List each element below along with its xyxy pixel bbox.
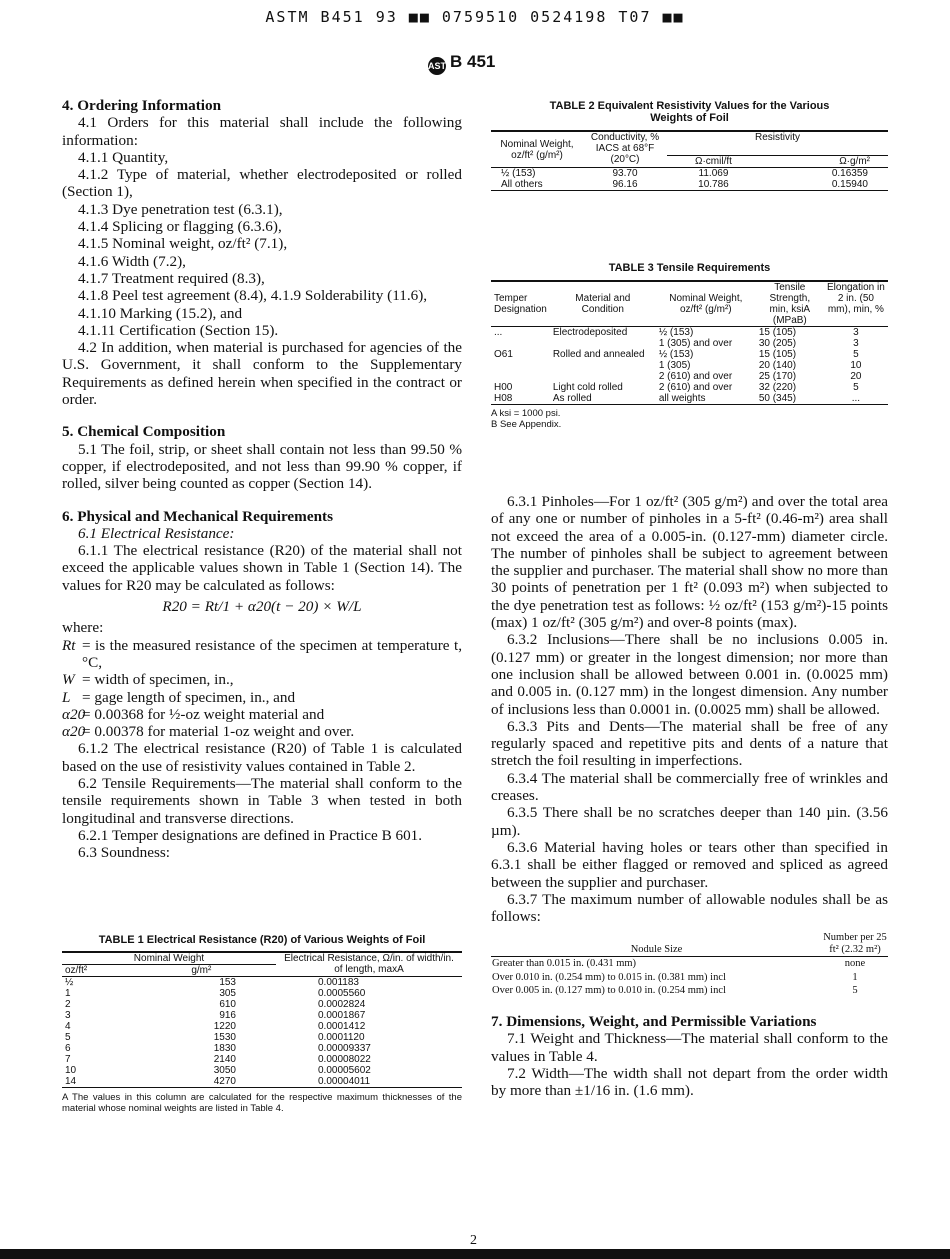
table-1-col-oz: oz/ft² [65, 965, 88, 976]
table-cell: 1830 [213, 1043, 236, 1054]
table-cell: 5 [852, 985, 858, 997]
para-4-1-2: 4.1.2 Type of material, whether electrodeposited or rolled (Section 1), [62, 166, 462, 201]
table-row [491, 957, 888, 971]
table-cell: 10.786 [698, 179, 729, 190]
para-4-1-8: 4.1.8 Peel test agreement (8.4), 4.1.9 Solderability (11.6), [78, 287, 428, 305]
astm-logo-icon: ASTM [428, 57, 446, 75]
table-cell: Electrodeposited [552, 327, 628, 338]
para-6-2-1: 6.2.1 Temper designations are defined in Practice B 601. [78, 826, 423, 844]
table-1-block [62, 934, 462, 1114]
para-6-3: 6.3 Soundness: [78, 844, 170, 862]
table-cell: 1530 [213, 1032, 236, 1043]
nodule-col-number: Number per 25 ft² (2.32 m²) [823, 932, 887, 955]
right-column [491, 493, 888, 1099]
table-2 [491, 130, 888, 191]
table-3-footnote-a: A ksi = 1000 psi. [491, 408, 561, 419]
definition-symbol: L [62, 688, 71, 706]
table-cell: 610 [219, 999, 236, 1010]
table-cell: Over 0.010 in. (0.254 mm) to 0.015 in. (0.381 mm) incl [492, 971, 726, 983]
para-6-3-3: 6.3.3 Pits and Dents—The material shall be free of any regularly spaced and repetitive pits and dents of a nature that stretch the foil resulting in imperfections. [491, 717, 888, 770]
table-cell: 0.0002824 [318, 999, 366, 1010]
table-row [491, 349, 888, 360]
table-cell: 1 (305) [658, 360, 691, 371]
designation-text: B 451 [450, 52, 496, 71]
table-cell: ½ (153) [501, 168, 536, 179]
table-cell: 1 (305) and over [658, 338, 733, 349]
table-cell: 93.70 [612, 168, 638, 179]
table-cell: H08 [494, 393, 513, 404]
para-4-1-6: 4.1.6 Width (7.2), [78, 252, 186, 270]
para-6-1: 6.1 Electrical Resistance: [78, 524, 235, 542]
table-row [62, 988, 462, 999]
definition-row [62, 706, 462, 723]
table-1-col-resistance: Electrical Resistance, Ω/in. of width/in. of length, maxA [284, 953, 454, 975]
para-4-1-11: 4.1.11 Certification (Section 15). [78, 321, 279, 339]
table-2-col-resistivity: Resistivity [667, 131, 888, 156]
table-row [491, 360, 888, 371]
table-cell: ½ [65, 977, 74, 988]
table-3-col-material: Material and Condition [575, 293, 631, 315]
table-row [491, 371, 888, 382]
table-row [491, 168, 888, 180]
table-row [62, 1043, 462, 1054]
table-cell [550, 338, 656, 349]
table-cell: 11.069 [698, 168, 729, 179]
para-6-3-1: 6.3.1 Pinholes—For 1 oz/ft² (305 g/m²) and over the total area of any one or number of pinholes in a 5-ft² (0.46-m²) area shall not exceed the area of a 0.005-in. (0.127-mm) diameter circle. The number of pinholes shall be subject to agreement between the supplier and purchaser. The material shall show no more than 30 points of penetration per 1 ft² (0.093 m²) when subjected to the dye penetration test as follows: ½ oz/ft² (153 g/m²)-15 points (max) 1 oz/ft² (305 g/m²) and over-8 points (max). [491, 493, 888, 632]
definition-text: = width of specimen, in., [82, 671, 234, 689]
table-row [491, 179, 888, 191]
para-6-3-7: 6.3.7 The maximum number of allowable nodules shall be as follows: [491, 890, 888, 926]
definition-text: = 0.00378 for material 1-oz weight and over. [82, 723, 355, 741]
section-7-title: 7. Dimensions, Weight, and Permissible Variations [491, 1012, 817, 1030]
table-cell: 1 [65, 988, 71, 999]
table-row [62, 1032, 462, 1043]
table-cell: 96.16 [612, 179, 638, 190]
table-cell: 4 [65, 1021, 71, 1032]
table-cell: 20 (140) [758, 360, 797, 371]
table-cell: ... [851, 393, 861, 404]
definition-symbol: W [62, 671, 75, 689]
table-3-caption: TABLE 3 Tensile Requirements [608, 262, 771, 274]
para-7-1: 7.1 Weight and Thickness—The material shall conform to the values in Table 4. [491, 1030, 888, 1065]
table-row [62, 977, 462, 989]
table-cell: 20 [850, 371, 862, 382]
table-3-col-temper: Temper Designation [494, 293, 547, 315]
table-cell [491, 338, 550, 349]
table-cell [550, 360, 656, 371]
table-cell: 305 [219, 988, 236, 999]
table-cell: 4270 [213, 1076, 236, 1087]
table-row [62, 1076, 462, 1088]
table-cell: 916 [219, 1010, 236, 1021]
table-cell: 153 [219, 977, 236, 988]
table-cell: none [844, 958, 866, 970]
para-6-1-2: 6.1.2 The electrical resistance (R20) of Table 1 is calculated based on the use of resistivity values contained in Table 2. [62, 740, 462, 775]
table-1-footnote: A The values in this column are calculated for the respective maximum thicknesses of the material whose nominal weights are listed in Table 4. [62, 1092, 462, 1114]
definition-row [62, 689, 462, 706]
section-4-title: 4. Ordering Information [62, 97, 222, 114]
table-3-col-weight: Nominal Weight, oz/ft² (g/m²) [669, 293, 743, 315]
table-cell: 3 [853, 338, 859, 349]
table-cell: 5 [853, 349, 859, 360]
variable-definitions [62, 637, 462, 741]
table-2-caption-line-1: TABLE 2 Equivalent Resistivity Values for the Various [549, 100, 830, 112]
table-cell: 0.00005602 [318, 1065, 371, 1076]
para-6-1-1: 6.1.1 The electrical resistance (R20) of the material shall not exceed the applicable values shown in Table 1 (Section 14). The values for R20 may be calculated as follows: [62, 542, 462, 594]
table-row [62, 1065, 462, 1076]
table-cell: O61 [494, 349, 513, 360]
table-row [491, 393, 888, 405]
table-1-caption: TABLE 1 Electrical Resistance (R20) of Various Weights of Foil [98, 934, 426, 946]
table-cell: ½ (153) [658, 327, 694, 338]
table-cell: 0.0001867 [318, 1010, 366, 1021]
table-cell: 3050 [213, 1065, 236, 1076]
para-6-3-6: 6.3.6 Material having holes or tears other than specified in 6.3.1 shall be either flagged or removed and spliced as agreed between the supplier and purchaser. [491, 838, 888, 891]
para-4-1: 4.1 Orders for this material shall include the following information: [62, 114, 462, 149]
definition-text: = 0.00368 for ½-oz weight material and [82, 705, 325, 723]
para-6-3-2: 6.3.2 Inclusions—There shall be no inclusions 0.005 in. (0.127 mm) or greater in the longest dimension; nor more than one inclusion shall be allowed between 0.001 in. (0.0025 mm) and 0.005 in. (0.127 mm) in the longest dimension. Any number of inclusions less than 0.0001 in. (0.0025 mm) shall be allowed. [491, 631, 888, 718]
table-cell: 0.00004011 [318, 1076, 371, 1087]
table-cell: As rolled [552, 393, 592, 404]
table-cell: 1 [852, 971, 858, 983]
table-3-col-tensile: Tensile Strength, min, ksiA (MPaB) [769, 282, 811, 326]
table-cell: All others [501, 179, 543, 190]
nodule-table [491, 931, 888, 998]
definition-row [62, 723, 462, 740]
table-3 [491, 280, 888, 405]
bottom-scan-bar [0, 1249, 950, 1259]
table-cell: 10 [850, 360, 862, 371]
definition-text: = gage length of specimen, in., and [82, 688, 296, 706]
nodule-col-size: Nodule Size [630, 943, 683, 955]
table-2-caption-line-2: Weights of Foil [650, 112, 729, 124]
table-1 [62, 951, 462, 1088]
table-3-block [491, 262, 888, 430]
para-4-2: 4.2 In addition, when material is purchased for agencies of the U.S. Government, it shall conform to the Supplementary Requirements as defined herein when specified in the contract or order. [62, 339, 462, 409]
table-cell [491, 371, 550, 382]
para-7-2: 7.2 Width—The width shall not depart from the order width by more than ±1/16 in. (1.6 mm). [491, 1064, 888, 1100]
table-cell: all weights [658, 393, 706, 404]
table-1-group-header: Nominal Weight [62, 952, 276, 965]
table-row [491, 327, 888, 339]
para-6-3-5: 6.3.5 There shall be no scratches deeper than 140 µin. (3.56 µm). [491, 804, 888, 839]
table-2-col-weight: Nominal Weight, oz/ft² (g/m²) [500, 138, 574, 161]
document-designation [428, 52, 495, 75]
table-cell: 2140 [213, 1054, 236, 1065]
table-cell: 10 [65, 1065, 77, 1076]
resistance-equation: R20 = Rt/1 + α20(t − 20) × W/L [162, 598, 362, 616]
table-cell: H00 [494, 382, 513, 393]
table-cell: 0.001183 [318, 977, 359, 988]
table-cell: 0.16359 [831, 168, 868, 179]
table-cell [491, 360, 550, 371]
definition-text: = is the measured resistance of the specimen at temperature t, °C, [82, 636, 462, 671]
table-cell: 0.15940 [831, 179, 868, 190]
table-cell: 2 (610) and over [658, 371, 733, 382]
table-cell: Greater than 0.015 in. (0.431 mm) [492, 958, 637, 970]
table-cell: 2 (610) and over [658, 382, 733, 393]
table-cell: 2 [65, 999, 71, 1010]
table-cell: 14 [65, 1076, 77, 1087]
table-cell: 30 (205) [758, 338, 797, 349]
section-5-title: 5. Chemical Composition [62, 423, 226, 441]
table-cell [550, 371, 656, 382]
table-2-col-conductivity: Conductivity, % IACS at 68°F (20°C) [590, 132, 660, 165]
definition-row [62, 671, 462, 688]
table-cell: 32 (220) [758, 382, 797, 393]
left-column [62, 97, 462, 861]
table-cell: 7 [65, 1054, 71, 1065]
table-cell: Light cold rolled [552, 382, 623, 393]
table-row [491, 971, 888, 985]
para-4-1-3: 4.1.3 Dye penetration test (6.3.1), [78, 200, 283, 218]
table-cell: Over 0.005 in. (0.127 mm) to 0.010 in. (0.254 mm) incl [492, 985, 726, 997]
para-4-1-7: 4.1.7 Treatment required (8.3), [78, 269, 265, 287]
definition-symbol: α20 [62, 705, 86, 723]
table-row [62, 1010, 462, 1021]
table-cell: 0.0001412 [318, 1021, 366, 1032]
table-2-block [491, 100, 888, 191]
table-cell: 0.0001120 [318, 1032, 365, 1043]
definition-row [62, 637, 462, 672]
table-row [491, 338, 888, 349]
para-4-1-4: 4.1.4 Splicing or flagging (6.3.6), [78, 218, 282, 236]
table-cell: 5 [853, 382, 859, 393]
table-3-footnote-b: B See Appendix. [491, 419, 562, 430]
table-cell: 3 [65, 1010, 71, 1021]
table-cell: 1220 [213, 1021, 236, 1032]
page-number: 2 [470, 1233, 477, 1248]
table-cell: 25 (170) [758, 371, 797, 382]
table-3-col-elongation: Elongation in 2 in. (50 mm), min, % [826, 282, 885, 315]
scan-header-code: ASTM B451 93 ■■ 0759510 0524198 T07 ■■ [265, 8, 685, 26]
table-cell: ½ (153) [658, 349, 694, 360]
table-row [62, 999, 462, 1010]
table-cell: Rolled and annealed [552, 349, 645, 360]
para-6-3-4: 6.3.4 The material shall be commercially free of wrinkles and creases. [491, 769, 888, 805]
table-2-col-res-cmil: Ω·cmil/ft [695, 156, 732, 167]
para-6-2: 6.2 Tensile Requirements—The material shall conform to the tensile requirements shown in Table 3 when tested in both longitudinal and transverse directions. [62, 774, 462, 827]
para-4-1-10: 4.1.10 Marking (15.2), and [78, 304, 243, 322]
table-2-col-res-gm: Ω·g/m² [839, 156, 870, 167]
table-cell: 3 [853, 327, 859, 338]
table-cell: ... [494, 327, 503, 338]
table-row [491, 984, 888, 998]
para-4-1-1: 4.1.1 Quantity, [78, 148, 169, 166]
definition-symbol: Rt [62, 636, 76, 654]
table-cell: 50 (345) [758, 393, 797, 404]
para-5-1: 5.1 The foil, strip, or sheet shall contain not less than 99.50 % copper, if electrodeposited, and not less than 99.90 % copper, if rolled, silver being counted as copper (Section 14). [62, 440, 462, 493]
table-cell: 0.00009337 [318, 1043, 371, 1054]
table-cell: 6 [65, 1043, 71, 1054]
table-cell: 5 [65, 1032, 71, 1043]
table-1-col-gm: g/m² [191, 965, 212, 976]
section-6-title: 6. Physical and Mechanical Requirements [62, 507, 333, 525]
para-4-1-5: 4.1.5 Nominal weight, oz/ft² (7.1), [78, 235, 288, 253]
table-cell: 15 (105) [758, 327, 797, 338]
table-row [491, 382, 888, 393]
where-label: where: [62, 619, 104, 637]
table-cell: 0.00008022 [318, 1054, 371, 1065]
table-cell: 0.0005560 [318, 988, 366, 999]
table-cell: 15 (105) [758, 349, 797, 360]
table-row [62, 1021, 462, 1032]
definition-symbol: α20 [62, 723, 86, 741]
table-row [62, 1054, 462, 1065]
